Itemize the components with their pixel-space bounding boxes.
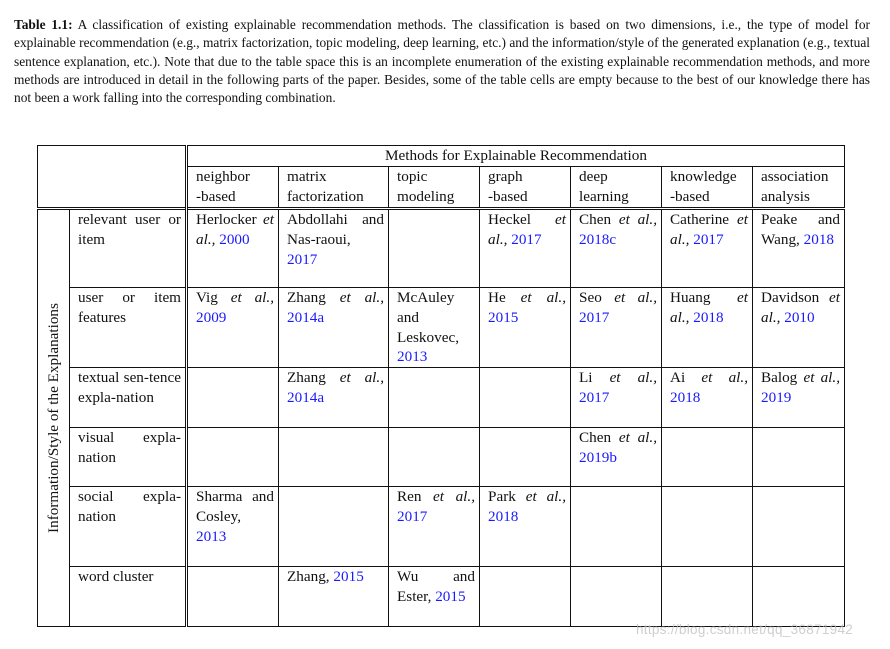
citation-cell xyxy=(753,368,845,428)
citation-cell xyxy=(571,209,662,288)
table-row xyxy=(38,368,845,428)
citation-author: Wu and Ester, xyxy=(397,568,475,605)
empty-cell xyxy=(662,567,753,627)
citation-cell xyxy=(279,567,389,627)
citation-year-link[interactable]: 2014a xyxy=(287,388,325,406)
citation-etal: et al., xyxy=(609,369,657,387)
table-row xyxy=(38,209,845,288)
citation-text xyxy=(761,368,840,408)
citation-author: Chen xyxy=(579,429,612,447)
citation-year-link[interactable]: 2013 xyxy=(397,348,428,366)
citation-year-link[interactable]: 2017 xyxy=(579,308,610,326)
empty-cell xyxy=(389,368,480,428)
citation-cell xyxy=(571,428,662,487)
citation-year-link[interactable]: 2018 xyxy=(670,388,701,406)
row-label xyxy=(70,428,187,487)
citation-cell xyxy=(279,288,389,368)
citation-etal: et al., xyxy=(803,369,840,387)
column-header-line2: modeling xyxy=(397,187,455,205)
row-label xyxy=(70,368,187,428)
table-row xyxy=(38,288,845,368)
side-axis-text: Information/Style of the Explanations xyxy=(44,303,62,534)
citation-author: He xyxy=(488,289,506,306)
empty-cell xyxy=(662,428,753,487)
citation-author: Abdollahi and Nas-raoui, xyxy=(287,211,384,248)
empty-cell xyxy=(279,428,389,487)
citation-etal: et al., xyxy=(339,289,384,306)
citation-year-link[interactable]: 2018 xyxy=(803,230,835,248)
table-row xyxy=(38,487,845,567)
citation-author: Li xyxy=(579,369,593,387)
citation-cell xyxy=(187,209,279,288)
citation-etal: et al., xyxy=(670,289,748,326)
row-label-text: user or item features xyxy=(78,289,181,326)
citation-cell xyxy=(480,288,571,368)
citation-text xyxy=(579,210,657,250)
citation-year-link[interactable]: 2000 xyxy=(219,230,250,248)
citation-text xyxy=(287,288,384,328)
empty-cell xyxy=(480,428,571,487)
citation-etal: et al., xyxy=(761,289,840,326)
column-header-line1: matrix xyxy=(287,168,327,185)
empty-cell xyxy=(279,487,389,567)
citation-etal: et al., xyxy=(520,289,566,306)
citation-year-link[interactable]: 2017 xyxy=(579,388,610,406)
citation-etal: et al., xyxy=(618,429,657,447)
empty-cell xyxy=(753,567,845,627)
empty-cell xyxy=(389,428,480,487)
citation-etal: et al., xyxy=(488,211,566,248)
citation-text xyxy=(196,487,274,546)
citation-text xyxy=(488,487,566,527)
citation-author: Sharma and Cosley, xyxy=(196,488,274,525)
citation-etal: et al., xyxy=(614,289,657,306)
caption-label: Table 1.1: xyxy=(14,17,73,32)
column-header xyxy=(662,167,753,209)
citation-author: Peake and Wang, xyxy=(761,211,840,248)
citation-year-link[interactable]: 2017 xyxy=(287,250,318,268)
citation-etal: et al., xyxy=(196,211,274,248)
citation-text xyxy=(287,567,384,587)
column-header-line1: graph xyxy=(488,168,523,185)
column-header xyxy=(279,167,389,209)
caption-text: A classification of existing explainable recommendation methods. The classification is based on two dimensions, i.e., the type of model for explainable recommendation (e.g., matrix factorization, topic modeling, deep learning, etc.) and the information/style of the generated explanation (e.g., textual sentence explanation, etc.). Note that due to the table space this is an incomplete enumeration of the existing explainable recommendation methods, and more methods are introduced in detail in the following parts of the paper. Besides, some of the table cells are empty because to the best of our knowledge there has not been a work falling into the corresponding combination. xyxy=(14,17,870,106)
citation-author: Park xyxy=(488,488,516,506)
citation-author: Heckel xyxy=(488,211,532,228)
row-label-text: textual sen-tence expla-nation xyxy=(78,369,181,406)
watermark-url: https://blog.csdn.net/qq_36871942 xyxy=(636,622,854,637)
citation-cell xyxy=(571,368,662,428)
table-row xyxy=(38,567,845,627)
citation-author: Ai xyxy=(670,369,686,387)
empty-cell xyxy=(753,428,845,487)
citation-etal: et al., xyxy=(618,211,657,228)
citation-year-link[interactable]: 2015 xyxy=(333,568,364,586)
citation-cell xyxy=(753,209,845,288)
citation-text xyxy=(196,288,274,328)
citation-text xyxy=(196,210,274,250)
column-header-line1: knowledge xyxy=(670,168,737,185)
column-header-line2: learning xyxy=(579,187,629,205)
citation-year-link[interactable]: 2017 xyxy=(511,230,542,248)
column-header-line1: association xyxy=(761,168,829,185)
citation-author: Catherine xyxy=(670,211,730,228)
row-label xyxy=(70,209,187,288)
citation-etal: et al., xyxy=(701,369,748,387)
column-header-line2: -based xyxy=(196,187,236,205)
citation-cell xyxy=(279,209,389,288)
citation-author: Davidson xyxy=(761,289,820,306)
citation-author: McAuley and Leskovec, xyxy=(397,289,459,346)
citation-author: Herlocker xyxy=(196,211,257,228)
citation-cell xyxy=(753,288,845,368)
empty-cell xyxy=(187,567,279,627)
citation-year-link[interactable]: 2010 xyxy=(784,308,815,326)
empty-cell xyxy=(571,487,662,567)
citation-author: Huang xyxy=(670,289,711,306)
row-label-text: word cluster xyxy=(78,568,154,586)
citation-etal: et al., xyxy=(670,211,748,248)
citation-year-link[interactable]: 2015 xyxy=(488,308,519,326)
citation-etal: et al., xyxy=(339,369,384,387)
citation-text xyxy=(287,368,384,408)
citation-cell xyxy=(662,368,753,428)
methods-header: Methods for Explainable Recommendation xyxy=(187,146,845,167)
citation-text xyxy=(397,487,475,527)
citation-cell xyxy=(480,487,571,567)
citation-text xyxy=(397,288,475,367)
citation-year-link[interactable]: 2014a xyxy=(287,308,325,326)
column-header-line2: factorization xyxy=(287,187,364,205)
citation-text xyxy=(761,288,840,328)
citation-text xyxy=(488,288,566,328)
citation-text xyxy=(670,368,748,408)
column-header xyxy=(389,167,480,209)
citation-cell xyxy=(480,209,571,288)
citation-year-link[interactable]: 2017 xyxy=(397,507,428,525)
citation-cell xyxy=(279,368,389,428)
empty-cell xyxy=(480,567,571,627)
citation-cell xyxy=(662,209,753,288)
citation-text xyxy=(579,368,657,408)
citation-author: Zhang xyxy=(287,369,326,387)
row-label-text: visual expla-nation xyxy=(78,429,181,466)
empty-cell xyxy=(753,487,845,567)
citation-etal: et al., xyxy=(433,488,475,506)
citation-cell xyxy=(187,487,279,567)
citation-cell xyxy=(389,288,480,368)
citation-year-link[interactable]: 2018 xyxy=(488,507,519,525)
row-label xyxy=(70,487,187,567)
citation-year-link[interactable]: 2013 xyxy=(196,527,227,545)
citation-author: Zhang xyxy=(287,289,326,306)
empty-cell xyxy=(187,368,279,428)
row-label xyxy=(70,567,187,627)
corner-cell xyxy=(38,146,187,209)
table-row xyxy=(38,428,845,487)
column-header xyxy=(480,167,571,209)
empty-cell xyxy=(389,209,480,288)
citation-etal: et al., xyxy=(525,488,566,506)
citation-year-link[interactable]: 2019 xyxy=(761,388,792,406)
citation-year-link[interactable]: 2019b xyxy=(579,448,617,466)
classification-table xyxy=(37,145,845,627)
citation-year-link[interactable]: 2017 xyxy=(693,230,724,248)
citation-cell xyxy=(662,288,753,368)
citation-text xyxy=(488,210,566,250)
citation-cell xyxy=(571,288,662,368)
citation-etal: et al., xyxy=(230,289,274,306)
citation-year-link[interactable]: 2015 xyxy=(435,587,466,605)
citation-text xyxy=(397,567,475,607)
column-header xyxy=(753,167,845,209)
citation-cell xyxy=(389,567,480,627)
citation-author: Seo xyxy=(579,289,602,306)
column-header-line1: neighbor xyxy=(196,168,250,185)
citation-text xyxy=(287,210,384,269)
row-label-text: social expla-nation xyxy=(78,488,181,525)
table-caption xyxy=(14,16,870,107)
citation-text xyxy=(670,288,748,328)
empty-cell xyxy=(571,567,662,627)
citation-author: Balog xyxy=(761,369,798,387)
empty-cell xyxy=(662,487,753,567)
citation-text xyxy=(761,210,840,250)
column-header xyxy=(187,167,279,209)
column-header-line2: -based xyxy=(670,187,710,205)
column-header-line1: topic xyxy=(397,168,428,185)
citation-author: Chen xyxy=(579,211,612,228)
citation-author: Ren xyxy=(397,488,422,506)
column-header-line2: analysis xyxy=(761,187,810,205)
citation-year-link[interactable]: 2018c xyxy=(579,230,617,248)
row-label-text: relevant user or item xyxy=(78,211,181,248)
citation-text xyxy=(579,288,657,328)
empty-cell xyxy=(187,428,279,487)
column-header xyxy=(571,167,662,209)
empty-cell xyxy=(480,368,571,428)
citation-author: Vig xyxy=(196,289,218,306)
citation-author: Zhang, xyxy=(287,568,330,586)
column-header-line2: -based xyxy=(488,187,528,205)
side-axis-label xyxy=(38,209,70,627)
citation-text xyxy=(579,428,657,468)
citation-text xyxy=(670,210,748,250)
citation-cell xyxy=(389,487,480,567)
citation-year-link[interactable]: 2018 xyxy=(693,308,724,326)
citation-year-link[interactable]: 2009 xyxy=(196,308,227,326)
row-label xyxy=(70,288,187,368)
column-header-line1: deep xyxy=(579,168,608,185)
citation-cell xyxy=(187,288,279,368)
